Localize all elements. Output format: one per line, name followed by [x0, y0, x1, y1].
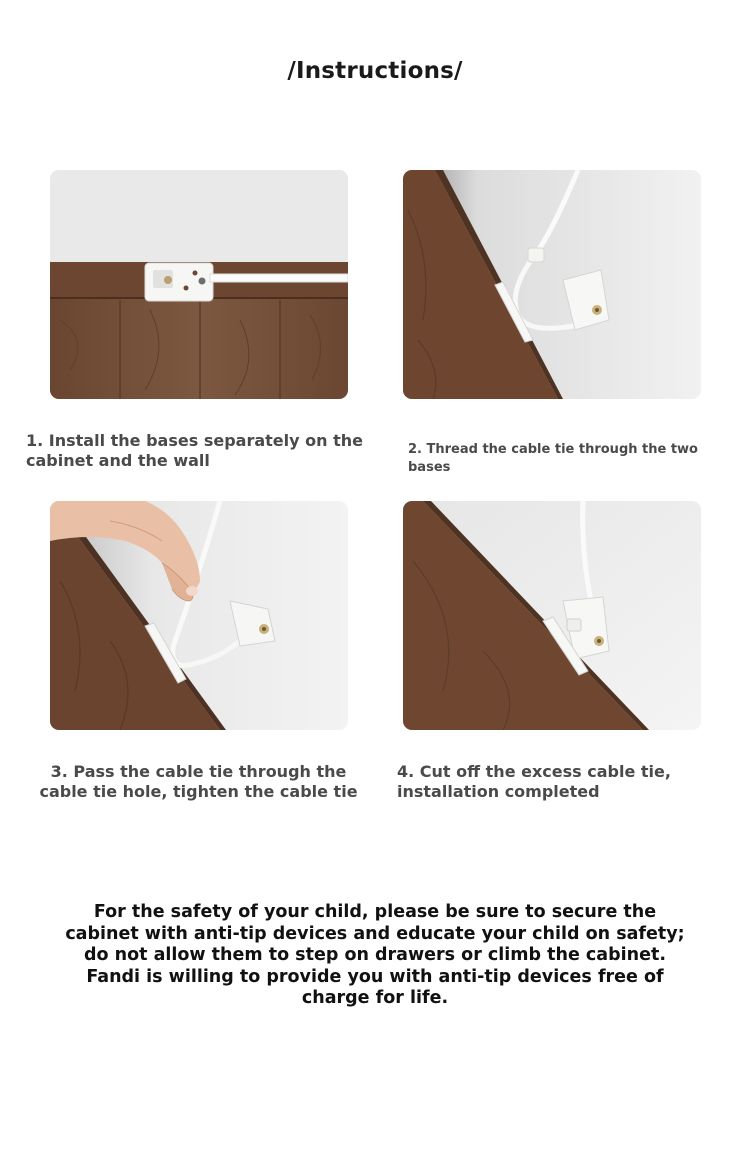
step-1-caption: 1. Install the bases separately on the cabinet and the wall	[26, 431, 363, 470]
step-2-caption: 2. Thread the cable tie through the two bases	[408, 442, 698, 475]
step-3-caption: 3. Pass the cable tie through the cable tie hole, tighten the cable tie	[39, 762, 358, 801]
page-title: /Instructions/	[287, 58, 463, 84]
step-2-photo	[403, 170, 701, 399]
safety-note: For the safety of your child, please be sure to secure the cabinet with anti-tip devices and educate your child on safety; do not allow them to step on drawers or climb the cabinet. Fandi is willing to provide you with anti-tip devices free of charge for life.	[65, 902, 685, 1008]
step-1-photo	[50, 170, 348, 399]
step-4-photo	[403, 501, 701, 730]
step-4-caption: 4. Cut off the excess cable tie, installation completed	[397, 762, 671, 801]
step-3-photo	[50, 501, 348, 730]
